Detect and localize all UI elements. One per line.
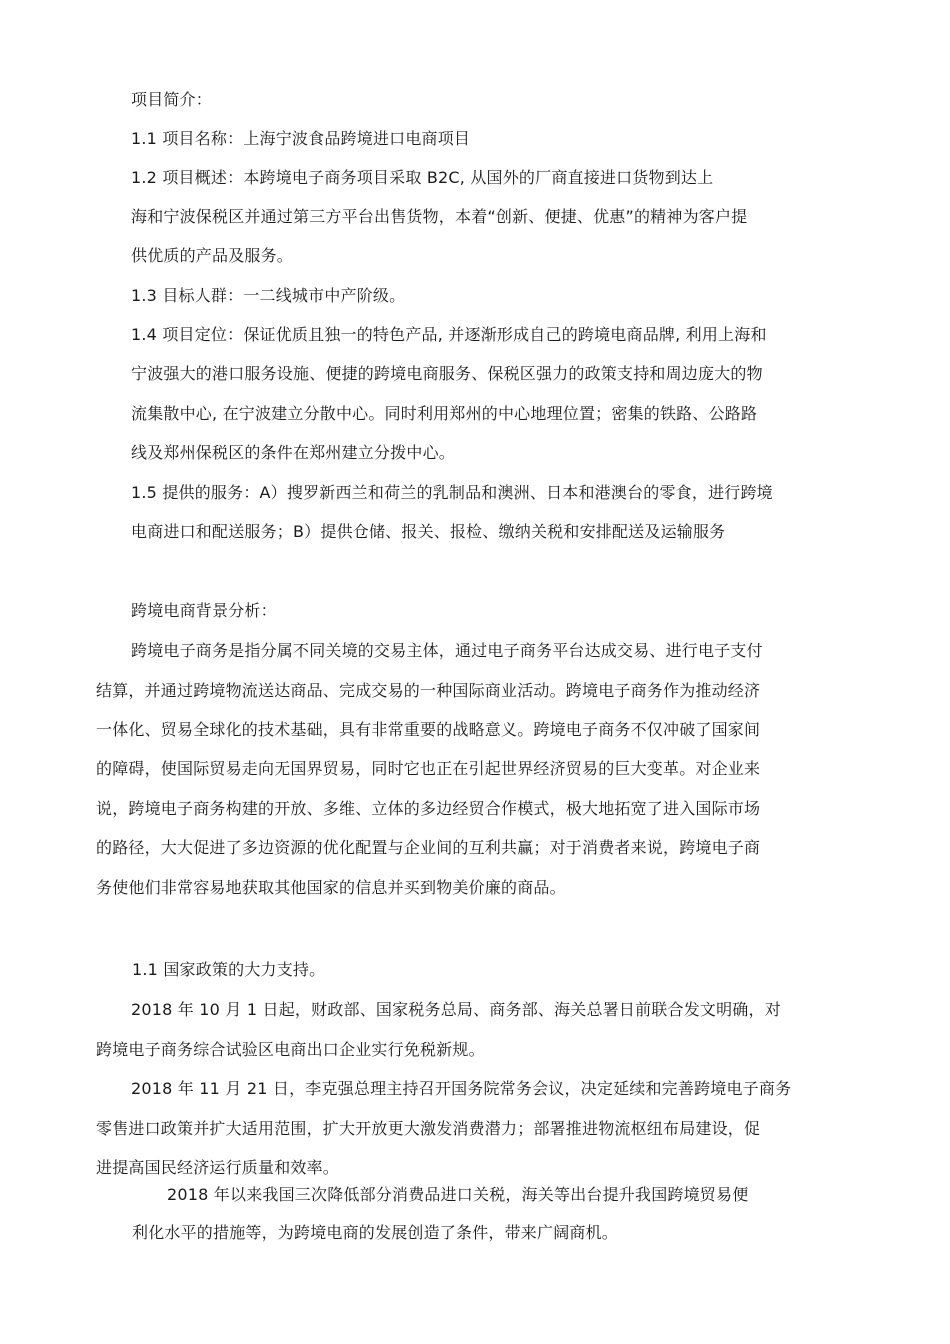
- policy-para3-line-1: 2018 年以来我国三次降低部分消费品进口关税，海关等出台提升我国跨境贸易便: [167, 1185, 749, 1204]
- project-name: 1.1 项目名称：上海宁波食品跨境进口电商项目: [131, 129, 471, 148]
- services-line-2: 电商进口和配送服务；B）提供仓储、报关、报检、缴纳关税和安排配送及运输服务: [131, 522, 726, 541]
- background-line-5: 说，跨境电子商务构建的开放、多维、立体的多边经贸合作模式，极大地拓宽了进入国际市场: [96, 799, 761, 818]
- positioning-line-4: 线及郑州保税区的条件在郑州建立分拨中心。: [131, 443, 456, 462]
- overview-line-3: 供优质的产品及服务。: [131, 246, 294, 265]
- policy-para1-line-2: 跨境电子商务综合试验区电商出口企业实行免税新规。: [96, 1040, 485, 1059]
- background-line-3: 一体化、贸易全球化的技术基础，具有非常重要的战略意义。跨境电子商务不仅冲破了国家间: [96, 720, 761, 739]
- policy-para2-line-1: 2018 年 11 月 21 日，李克强总理主持召开国务院常务会议，决定延续和完善跨境电子商务: [131, 1079, 792, 1098]
- background-line-7: 务使他们非常容易地获取其他国家的信息并买到物美价廉的商品。: [96, 878, 566, 897]
- background-line-6: 的路径，大大促进了多边资源的优化配置与企业间的互利共赢；对于消费者来说，跨境电子商: [96, 838, 761, 857]
- overview-line-2: 海和宁波保税区并通过第三方平台出售货物，本着“创新、便捷、优惠”的精神为客户提: [131, 207, 748, 226]
- policy-para2-line-3: 进提高国民经济运行质量和效率。: [96, 1158, 340, 1177]
- background-line-2: 结算，并通过跨境物流送达商品、完成交易的一种国际商业活动。跨境电子商务作为推动经济: [96, 681, 761, 700]
- policy-heading: 1.1 国家政策的大力支持。: [132, 960, 326, 979]
- positioning-line-2: 宁波强大的港口服务设施、便捷的跨境电商服务、保税区强力的政策支持和周边庞大的物: [131, 364, 763, 383]
- positioning-line-1: 1.4 项目定位：保证优质且独一的特色产品, 并逐渐形成自己的跨境电商品牌, 利用上海和: [131, 325, 767, 344]
- services-line-1: 1.5 提供的服务：A）搜罗新西兰和荷兰的乳制品和澳洲、日本和港澳台的零食，进行跨境: [131, 483, 773, 502]
- intro-heading: 项目简介：: [131, 90, 213, 109]
- background-heading: 跨境电商背景分析：: [131, 601, 277, 620]
- positioning-line-3: 流集散中心, 在宁波建立分散中心。同时利用郑州的中心地理位置；密集的铁路、公路路: [131, 404, 758, 423]
- overview-line-1: 1.2 项目概述：本跨境电子商务项目采取 B2C, 从国外的厂商直接进口货物到达上: [131, 168, 714, 187]
- target-audience: 1.3 目标人群：一二线城市中产阶级。: [131, 286, 406, 305]
- background-line-4: 的障碍，使国际贸易走向无国界贸易，同时它也正在引起世界经济贸易的巨大变革。对企业来: [96, 759, 761, 778]
- background-line-1: 跨境电子商务是指分属不同关境的交易主体，通过电子商务平台达成交易、进行电子支付: [131, 641, 763, 660]
- policy-para1-line-1: 2018 年 10 月 1 日起，财政部、国家税务总局、商务部、海关总署日前联合发文明确，对: [131, 1000, 781, 1019]
- policy-para3-line-2: 利化水平的措施等，为跨境电商的发展创造了条件，带来广阔商机。: [132, 1223, 619, 1242]
- policy-para2-line-2: 零售进口政策并扩大适用范围，扩大开放更大激发消费潜力；部署推进物流枢纽布局建设，促: [96, 1119, 761, 1138]
